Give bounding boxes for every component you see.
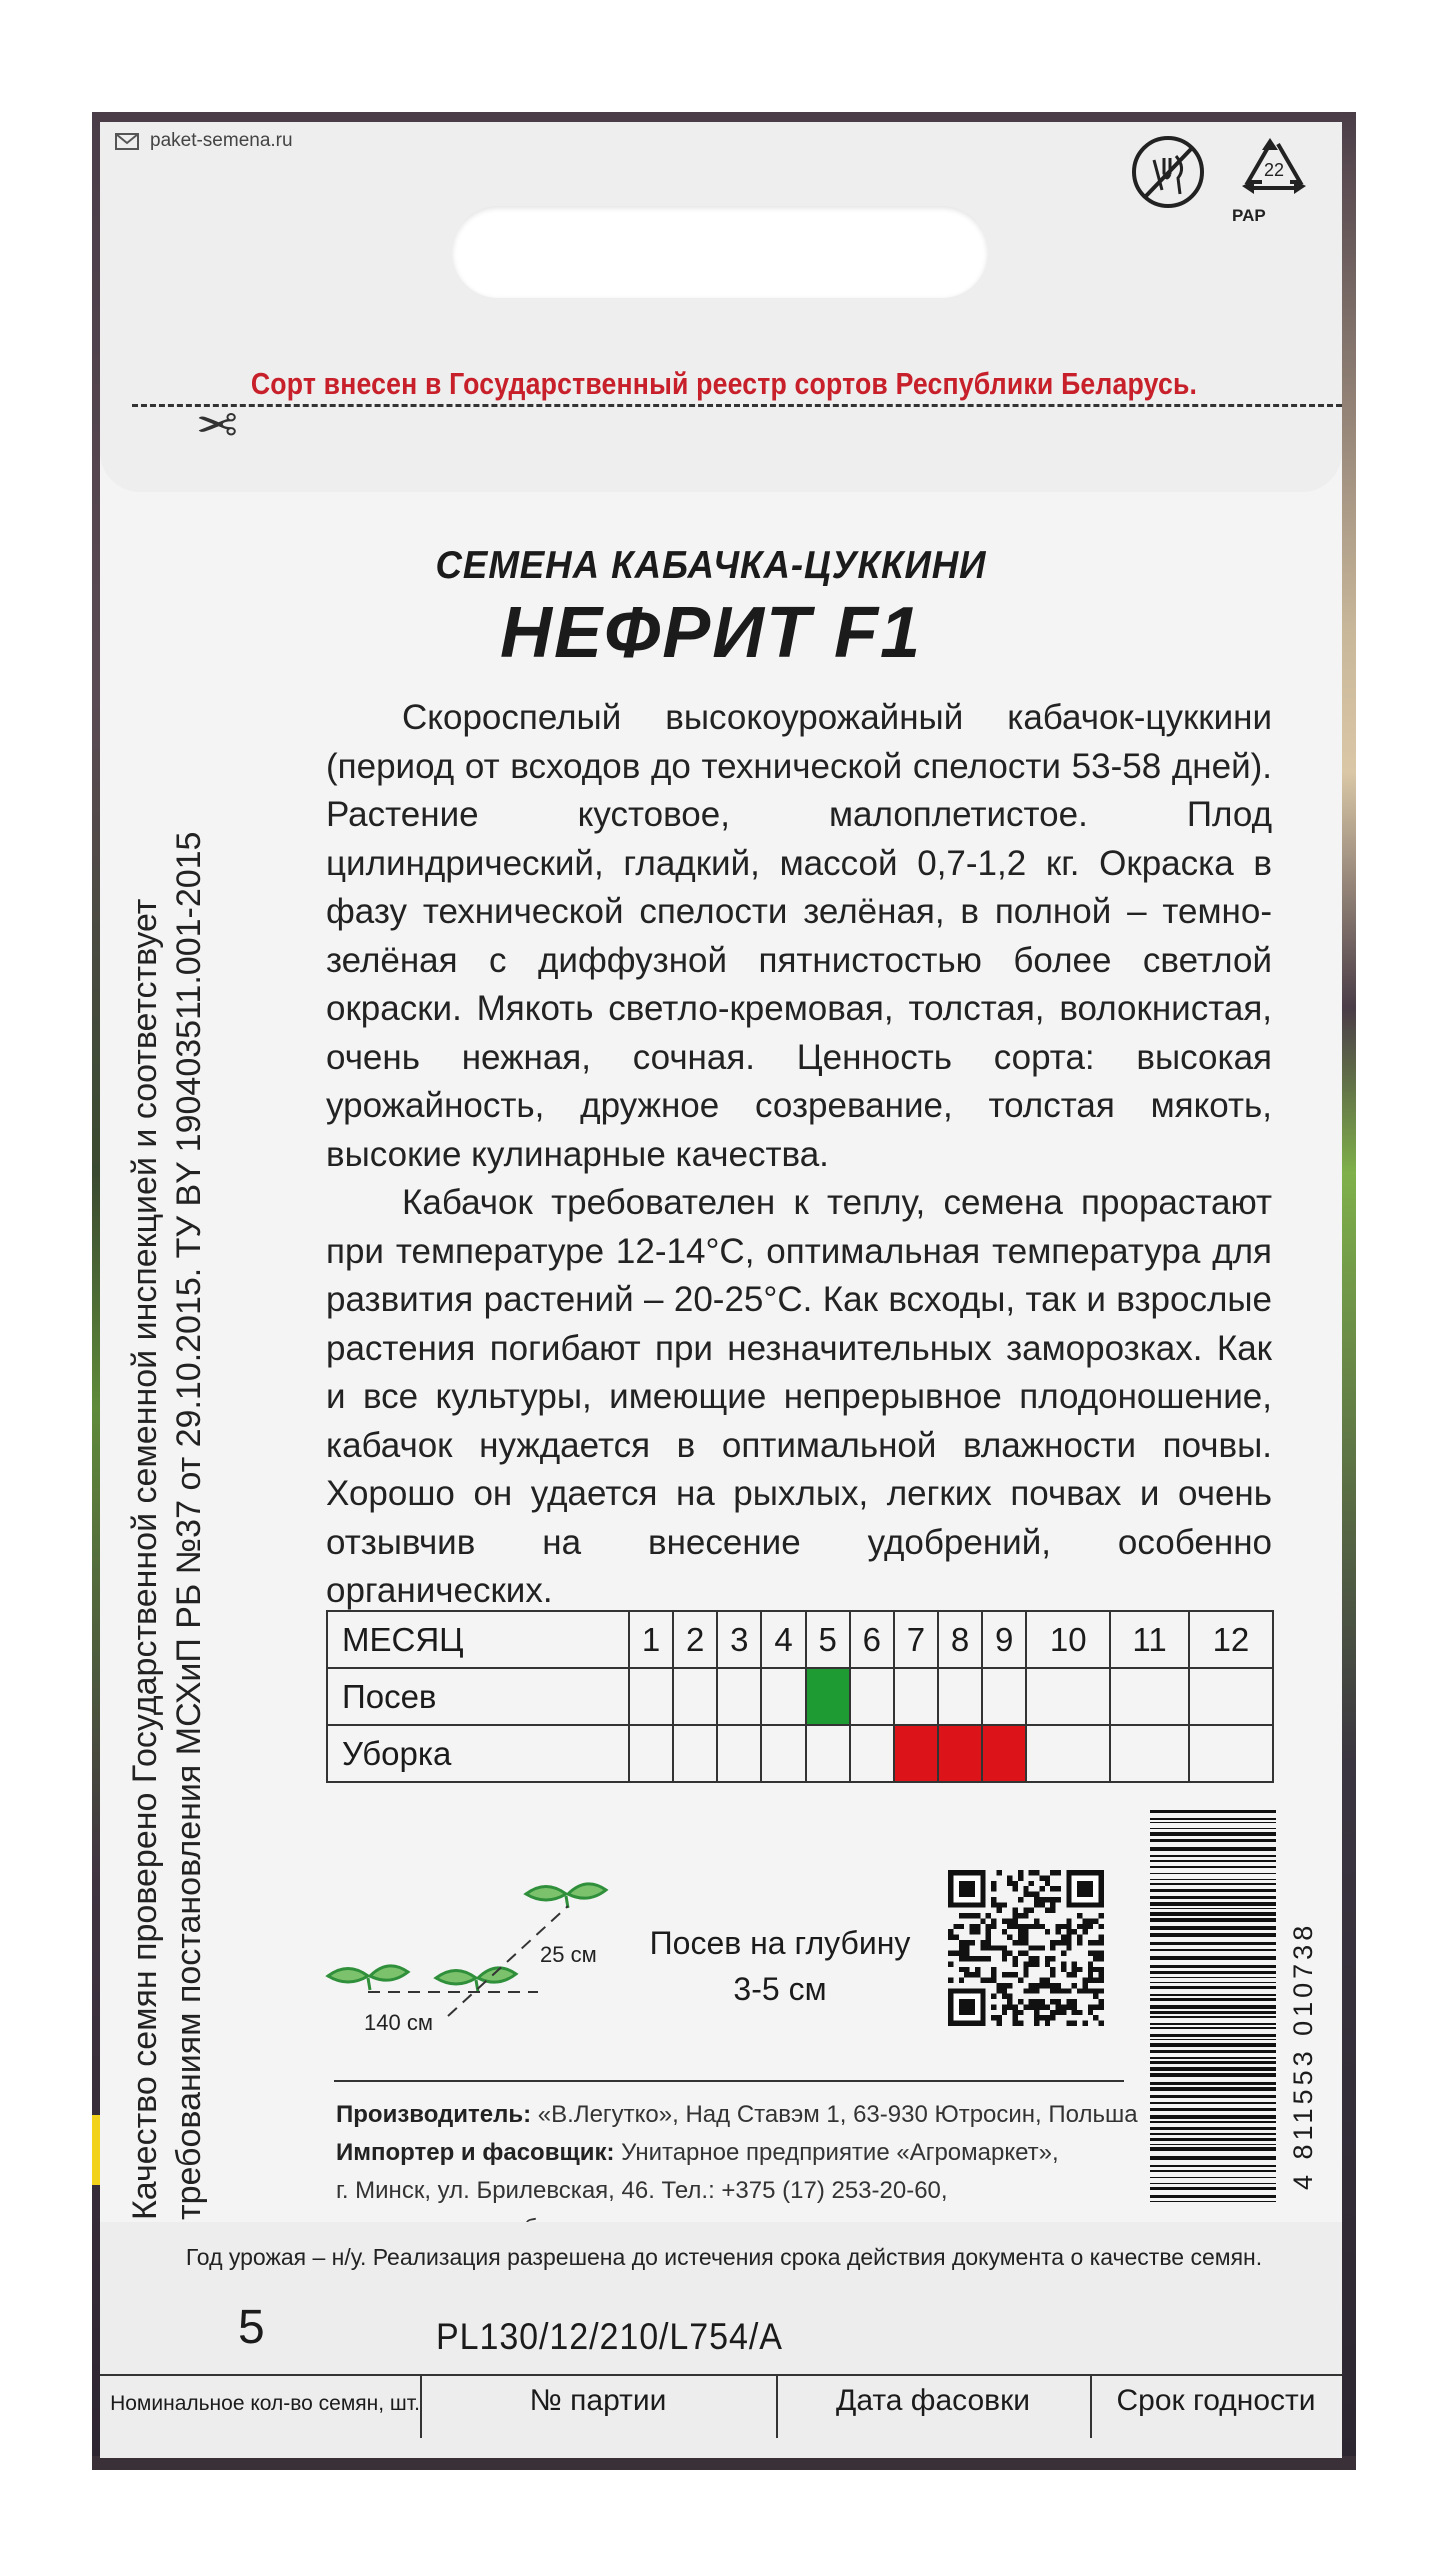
calendar-cell-active [806,1668,850,1725]
not-food-contact-icon [1134,138,1202,206]
site-url: paket-semena.ru [150,130,293,151]
calendar-header-label: МЕСЯЦ [327,1611,629,1668]
sowing-depth-label: Посев на глубину [649,1925,911,1961]
calendar-cell [761,1725,805,1782]
plant-spacing-label: 25 см [540,1942,597,1967]
calendar-cell [1026,1725,1110,1782]
description-paragraph-1: Скороспелый высокоурожайный кабачок-цуккини (период от всходов до технической спелости 53-58 дней). Растение кустовое, малоплетистое. Плод цилиндрический, гладкий, массой 0,7-1,2 кг. Окраска в фазу технической спелости зелёная, в полной – темно-зелёная с диффузной пятнистостью более светлой окраски. Мякоть светло-кремовая, толстая, волокнистая, очень нежная, сочная. Ценность сорта: высокая урожайность, дружное созревание, толстая мякоть, высокие кулинарные качества. [326,698,1272,1174]
calendar-cell-active [894,1725,938,1782]
calendar-cell [673,1668,717,1725]
seed-count-label: Номинальное кол-во семян, шт. [110,2392,420,2415]
calendar-cell [717,1668,761,1725]
product-description [326,694,1272,1616]
calendar-cell [894,1668,938,1725]
calendar-cell [938,1668,982,1725]
calendar-cell [1189,1668,1273,1725]
calendar-cell [982,1668,1026,1725]
calendar-cell [761,1668,805,1725]
recycle-icon [1242,138,1306,194]
sowing-calendar [326,1610,1274,1783]
batch-label: № партии [529,2384,667,2417]
calendar-cell-active [938,1725,982,1782]
batch-number-value: PL130/12/210/L754/A [436,2316,783,2357]
certification-line-2: требованиям постановления МСХиП РБ №37 от 29.10.2015. ТУ BY 190403511.001-2015 [170,831,208,2220]
certification-line-1: Качество семян проверено Государственной семенной инспекцией и соответствует [126,898,164,2220]
calendar-cell [673,1725,717,1782]
producer-value: «В.Легутко», Над Ставэм 1, 63-930 Ютросин, Польша [537,2101,1138,2128]
cut-line [132,404,1342,407]
material-code: PAP [1232,206,1266,225]
calendar-month-9: 9 [982,1611,1026,1668]
calendar-cell [629,1668,673,1725]
calendar-cell [1110,1668,1189,1725]
sowing-depth-value: 3-5 см [733,1971,827,2007]
calendar-cell [1189,1725,1273,1782]
importer-line [336,2134,1156,2172]
product-subtitle: СЕМЕНА КАБАЧКА-ЦУККИНИ [435,544,987,587]
harvest-note: Год урожая – н/у. Реализация разрешена до истечения срока действия документа о качестве семян. [185,2244,1263,2270]
calendar-cell [629,1725,673,1782]
calendar-month-11: 11 [1110,1611,1189,1668]
importer-address: г. Минск, ул. Брилевская, 46. Тел.: +375 (17) 253-20-60, [336,2177,948,2204]
background-photo-bottom [92,2456,1356,2470]
calendar-month-12: 12 [1189,1611,1273,1668]
calendar-cell [1110,1725,1189,1782]
calendar-cell [850,1725,894,1782]
recycle-code: 22 [1263,160,1285,180]
calendar-month-7: 7 [894,1611,938,1668]
divider [334,2080,1124,2082]
planting-scheme [318,1866,638,2036]
calendar-month-8: 8 [938,1611,982,1668]
qr-code [948,1870,1104,2026]
seed-count-value: 5 [238,2301,265,2354]
registry-note: Сорт внесен в Государственный реестр сортов Республики Беларусь. [250,366,1198,401]
footer-divider [100,2374,1342,2376]
calendar-cell-active [982,1725,1026,1782]
calendar-cell [850,1668,894,1725]
pack-date-label: Дата фасовки [836,2384,1030,2417]
seedling-icon [436,1968,516,1992]
calendar-cell [717,1725,761,1782]
calendar-header-row [327,1611,1273,1668]
importer-value: Унитарное предприятие «Агромаркет», [621,2139,1059,2166]
calendar-row [327,1668,1273,1725]
envelope-icon [114,130,142,152]
scissors-icon: ✂ [196,395,238,451]
calendar-cell [806,1725,850,1782]
calendar-month-5: 5 [806,1611,850,1668]
certification-text [123,520,211,2220]
expiry-label: Срок годности [1116,2384,1316,2417]
calendar-month-3: 3 [717,1611,761,1668]
seedling-icon [328,1966,408,1990]
calendar-row-label: Уборка [327,1725,629,1782]
sowing-depth [640,1920,920,2012]
barcode [1150,1808,1276,2208]
barcode-digits: 4 811553 010738 [1288,1921,1318,2190]
calendar-month-2: 2 [673,1611,717,1668]
calendar-month-1: 1 [629,1611,673,1668]
calendar-row-label: Посев [327,1668,629,1725]
product-name: НЕФРИТ F1 [499,593,923,673]
hang-hole [452,206,988,298]
importer-label: Импортер и фасовщик: [336,2139,615,2166]
description-paragraph-2: Кабачок требователен к теплу, семена прорастают при температуре 12-14°C, оптимальная температура для развития растений – 20-25°C. Как всходы, так и взрослые растения погибают при незначительных заморозках. Как и все культуры, имеющие непрерывное плодоношение, кабачок нуждается в оптимальной влажности почвы. Хорошо он удается на рыхлых, легких почвах и очень отзывчив на внесение удобрений, особенно органических. [326,1183,1272,1610]
seedling-icon [526,1884,606,1908]
eco-marks [1130,130,1330,230]
producer-line [336,2096,1156,2134]
producer-label: Производитель: [336,2101,532,2128]
calendar-month-10: 10 [1026,1611,1110,1668]
calendar-month-4: 4 [761,1611,805,1668]
calendar-cell [1026,1668,1110,1725]
calendar-row [327,1725,1273,1782]
calendar-month-6: 6 [850,1611,894,1668]
site-credit [114,130,293,152]
background-photo-right [1340,112,1356,2470]
row-spacing-label: 140 см [364,2010,433,2035]
